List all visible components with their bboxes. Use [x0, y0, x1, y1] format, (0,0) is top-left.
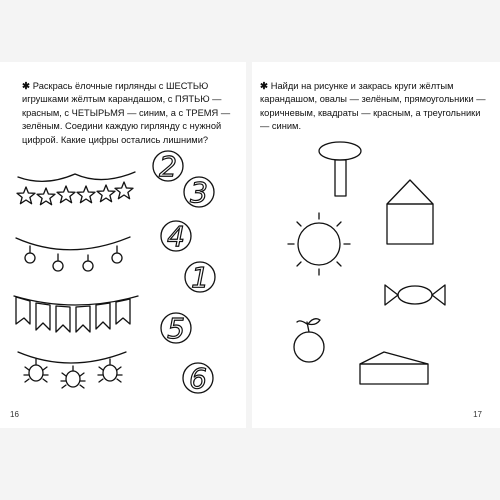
right-page	[252, 62, 500, 428]
garland-flags	[14, 296, 138, 332]
garland-star	[57, 186, 75, 203]
triangle-shape	[385, 285, 398, 305]
triangle-shape	[387, 180, 433, 204]
garland-bugs	[18, 352, 126, 388]
digit-four: 4	[167, 220, 185, 253]
garland-bug	[98, 359, 122, 382]
task-marker-icon: ✱	[22, 81, 30, 91]
garland-bug	[24, 359, 48, 382]
task-text-left: Раскрась ёлочные гирлянды с ШЕСТЬЮ игрушками жёлтым карандашом, с ПЯТЬЮ — красным, с ЧЕТЫРЬМЯ — синим, а с ТРЕМЯ — зелёным. Соедини каждую гирлянду с нужной цифрой. Какие цифры остались лишними?	[22, 81, 231, 145]
mushroom-figure	[319, 142, 361, 196]
page-number-right: 17	[473, 410, 482, 419]
sun-figure	[288, 213, 350, 275]
rectangle-shape	[360, 364, 428, 384]
garland-bauble	[25, 253, 35, 263]
candy-figure	[385, 285, 445, 305]
digit-three: 3	[190, 176, 208, 209]
digit-six: 6	[189, 362, 207, 395]
garland-flag	[96, 303, 110, 329]
oval-shape	[319, 142, 361, 160]
task-marker-icon: ✱	[260, 81, 268, 91]
garland-bauble	[83, 261, 93, 271]
garland-star	[77, 186, 95, 203]
garland-bauble	[53, 261, 63, 271]
garland-star	[115, 182, 133, 199]
digit-five: 5	[167, 312, 185, 345]
apple-figure	[294, 319, 324, 362]
garland-flag	[76, 306, 90, 332]
garland-flag	[56, 306, 70, 332]
garland-star	[37, 188, 55, 205]
left-page	[0, 62, 246, 428]
oval-shape	[398, 286, 432, 304]
page-number-left: 16	[10, 410, 19, 419]
garland-stars	[17, 172, 135, 205]
digit-one: 1	[191, 261, 209, 294]
house-figure	[387, 180, 433, 244]
triangle-shape	[360, 352, 428, 364]
task-text-right: Найди на рисунке и закрась круги жёлтым карандашом, овалы — зелёным, прямоугольники — коричневым, квадраты — красным, а треугольники — синим.	[260, 81, 486, 132]
garland-star	[17, 187, 35, 204]
circle-shape	[298, 223, 340, 265]
garland-flag	[16, 297, 30, 324]
garland-flag	[36, 303, 50, 330]
circle-shape	[294, 332, 324, 362]
garlands-illustration	[0, 62, 246, 428]
triangle-shape	[432, 285, 445, 305]
cake-figure	[360, 352, 428, 384]
garland-baubles	[16, 237, 130, 271]
garland-flag	[116, 299, 130, 324]
garland-star	[97, 185, 115, 202]
shapes-illustration	[252, 62, 500, 428]
rectangle-shape	[335, 160, 346, 196]
square-shape	[387, 204, 433, 244]
garland-bug	[61, 366, 85, 388]
garland-bauble	[112, 253, 122, 263]
digit-two: 2	[159, 150, 177, 183]
